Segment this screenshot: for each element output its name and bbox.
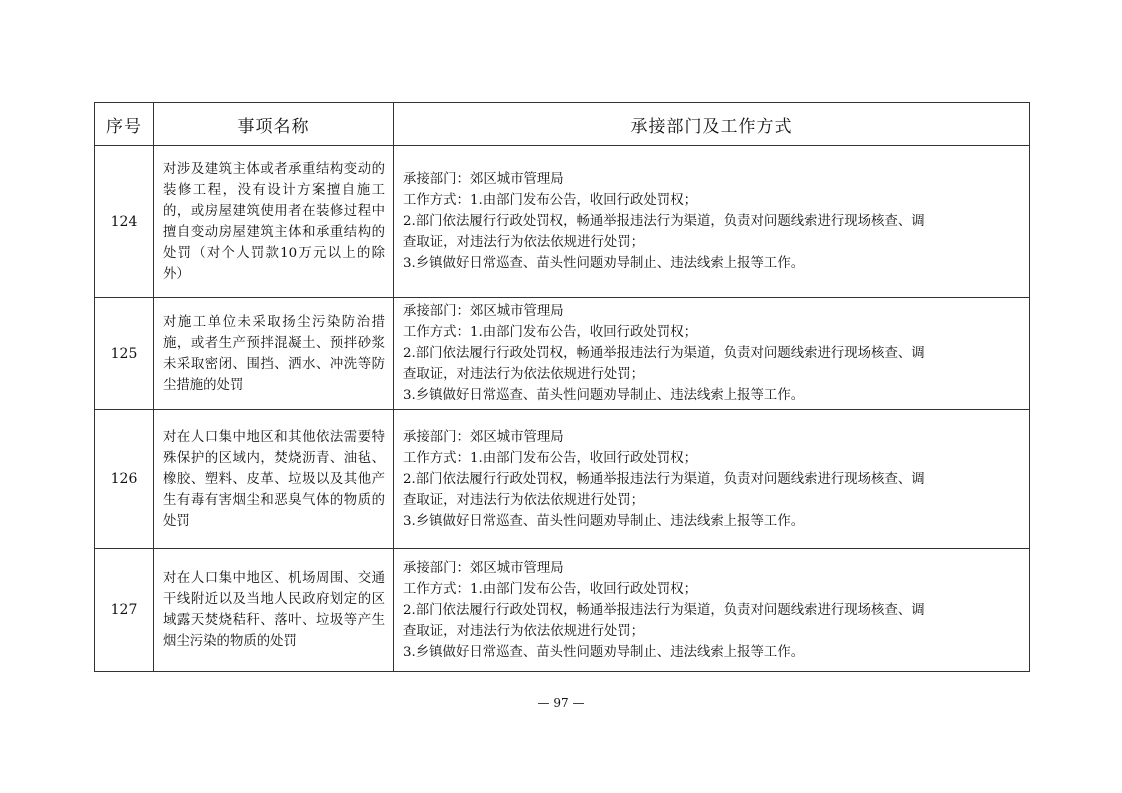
method-line: 查取证，对违法行为依法依规进行处罚； xyxy=(403,623,645,639)
row-serial-number: 127 xyxy=(95,549,154,672)
header-row xyxy=(95,103,1030,146)
method-line: 2.部门依法履行行政处罚权，畅通举报违法行为渠道，负责对问题线索进行现场核查、调 xyxy=(403,471,925,487)
table-row xyxy=(95,146,1030,298)
row-department-cell xyxy=(394,298,1030,410)
method-line: 3.乡镇做好日常巡查、苗头性问题劝导制止、违法线索上报等工作。 xyxy=(403,256,805,271)
page-number: — 97 — xyxy=(537,696,585,710)
method-line: 2.部门依法履行行政处罚权，畅通举报违法行为渠道，负责对问题线索进行现场核查、调 xyxy=(403,602,925,618)
row-matter-name: 对在人口集中地区和其他依法需要特殊保护的区域内，焚烧沥青、油毡、橡胶、塑料、皮革、垃圾以及其他产生有毒有害烟尘和恶臭气体的物质的处罚 xyxy=(163,429,385,529)
method-line: 3.乡镇做好日常巡查、苗头性问题劝导制止、违法线索上报等工作。 xyxy=(403,644,805,660)
method-line: 工作方式：1.由部门发布公告，收回行政处罚权； xyxy=(403,450,697,466)
table-row xyxy=(95,410,1030,549)
method-line: 2.部门依法履行行政处罚权，畅通举报违法行为渠道，负责对问题线索进行现场核查、调 xyxy=(403,346,925,361)
method-line: 工作方式：1.由部门发布公告，收回行政处罚权； xyxy=(403,581,697,597)
matters-table xyxy=(94,102,1030,672)
header-matter-name: 事项名称 xyxy=(154,103,394,146)
method-line: 查取证，对违法行为依法依规进行处罚； xyxy=(403,492,645,508)
method-line: 查取证，对违法行为依法依规进行处罚； xyxy=(403,235,645,250)
row-serial-number: 125 xyxy=(95,298,154,410)
method-line: 查取证，对违法行为依法依规进行处罚； xyxy=(403,367,645,382)
row-department-cell xyxy=(394,410,1030,549)
row-serial-number: 126 xyxy=(95,410,154,549)
method-line: 工作方式：1.由部门发布公告，收回行政处罚权； xyxy=(403,193,697,208)
row-matter-name: 对涉及建筑主体或者承重结构变动的装修工程，没有设计方案擅自施工的，或房屋建筑使用者在装修过程中擅自变动房屋建筑主体和承重结构的处罚（对个人罚款10万元以上的除外） xyxy=(163,161,385,282)
row-serial-number: 124 xyxy=(95,146,154,298)
row-department-cell xyxy=(394,146,1030,298)
table-body xyxy=(95,146,1030,672)
row-matter-name-cell xyxy=(154,549,394,672)
table-row xyxy=(95,298,1030,410)
table-row xyxy=(95,549,1030,672)
department-line: 承接部门：郊区城市管理局 xyxy=(403,172,564,187)
method-line: 工作方式：1.由部门发布公告，收回行政处罚权； xyxy=(403,325,697,340)
method-line: 3.乡镇做好日常巡查、苗头性问题劝导制止、违法线索上报等工作。 xyxy=(403,513,805,529)
row-department-cell xyxy=(394,549,1030,672)
table-header xyxy=(95,103,1030,146)
department-line: 承接部门：郊区城市管理局 xyxy=(403,560,564,576)
row-matter-name-cell xyxy=(154,146,394,298)
row-matter-name-cell xyxy=(154,298,394,410)
header-serial-number: 序号 xyxy=(95,103,154,146)
row-matter-name-cell xyxy=(154,410,394,549)
header-department-and-method: 承接部门及工作方式 xyxy=(394,103,1030,146)
department-line: 承接部门：郊区城市管理局 xyxy=(403,304,564,319)
method-line: 2.部门依法履行行政处罚权，畅通举报违法行为渠道，负责对问题线索进行现场核查、调 xyxy=(403,214,925,229)
method-line: 3.乡镇做好日常巡查、苗头性问题劝导制止、违法线索上报等工作。 xyxy=(403,388,805,403)
row-matter-name: 对施工单位未采取扬尘污染防治措施，或者生产预拌混凝土、预拌砂浆未采取密闭、围挡、洒水、冲洗等防尘措施的处罚 xyxy=(163,314,385,393)
department-line: 承接部门：郊区城市管理局 xyxy=(403,429,564,445)
row-matter-name: 对在人口集中地区、机场周围、交通干线附近以及当地人民政府划定的区域露天焚烧秸秆、落叶、垃圾等产生烟尘污染的物质的处罚 xyxy=(163,571,385,649)
